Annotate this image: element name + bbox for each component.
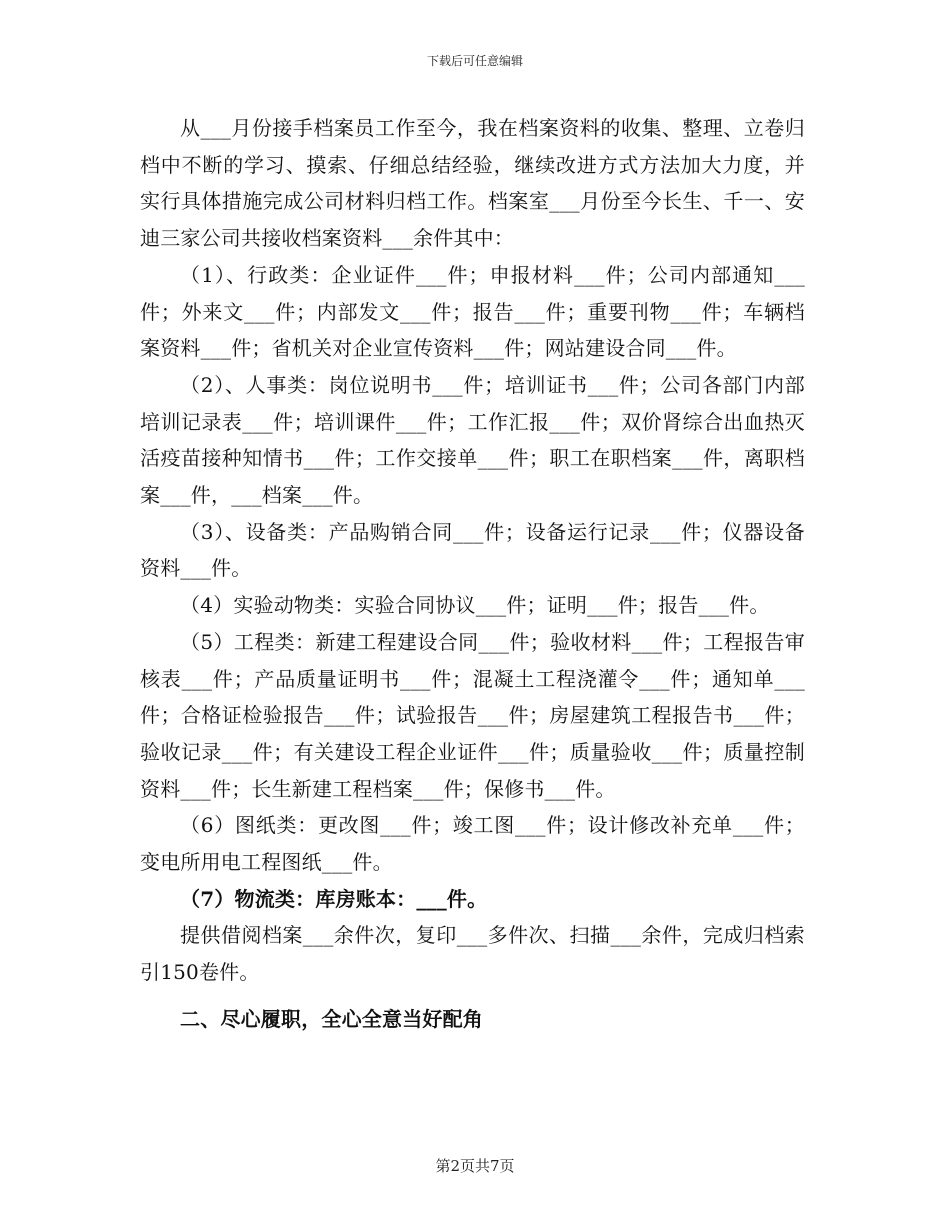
page-header: 下载后可任意编辑	[426, 54, 523, 68]
document-body	[140, 110, 805, 1038]
paragraph-logistics: （7）物流类：库房账本：___件。	[180, 886, 488, 911]
section-heading: 二、尽心履职，全心全意当好配角	[180, 1006, 483, 1031]
paragraph-administrative: （1）、行政类：企业证件___件；申报材料___件；公司内部通知___件；外来文___件；内部发文___件；报告___件；重要刊物___件；车辆档案资料___件；省机关对企业宣传资料___件；网站建设合同___件。	[140, 262, 805, 361]
paragraph-lab-animals: （4）实验动物类：实验合同协议___件；证明___件；报告___件。	[180, 593, 770, 618]
paragraph-equipment: （3）、设备类：产品购销合同___件；设备运行记录___件；仪器设备资料___件。	[140, 519, 805, 581]
paragraph-intro: 从___月份接手档案员工作至今，我在档案资料的收集、整理、立卷归档中不断的学习、摸索、仔细总结经验，继续改进方式方法加大力度，并实行具体措施完成公司材料归档工作。档案室___月份至今长生、千一、安迪三家公司共接收档案资料___余件其中：	[140, 116, 805, 251]
paragraph-engineering: （5）工程类：新建工程建设合同___件；验收材料___件；工程报告审核表___件；产品质量证明书___件；混凝土工程浇灌令___件；通知单___件；合格证检验报告___件；试验报告___件；房屋建筑工程报告书___件；验收记录___件；有关建设工程企业证件___件；质量验收___件；质量控制资料___件；长生新建工程档案___件；保修书___件。	[140, 629, 805, 801]
paragraph-drawings: （6）图纸类：更改图___件；竣工图___件；设计修改补充单___件；变电所用电工程图纸___件。	[140, 813, 805, 875]
paragraph-personnel: （2）、人事类：岗位说明书___件；培训证书___件；公司各部门内部培训记录表___件；培训课件___件；工作汇报___件；双价肾综合出血热灭活疫苗接种知情书___件；工作交接单___件；职工在职档案___件，离职档案___件，___档案___件。	[140, 372, 805, 508]
page-footer: 第2页共7页	[435, 1157, 515, 1175]
paragraph-borrowing: 提供借阅档案___余件次，复印___多件次、扫描___余件，完成归档索引150卷件。	[140, 923, 805, 985]
